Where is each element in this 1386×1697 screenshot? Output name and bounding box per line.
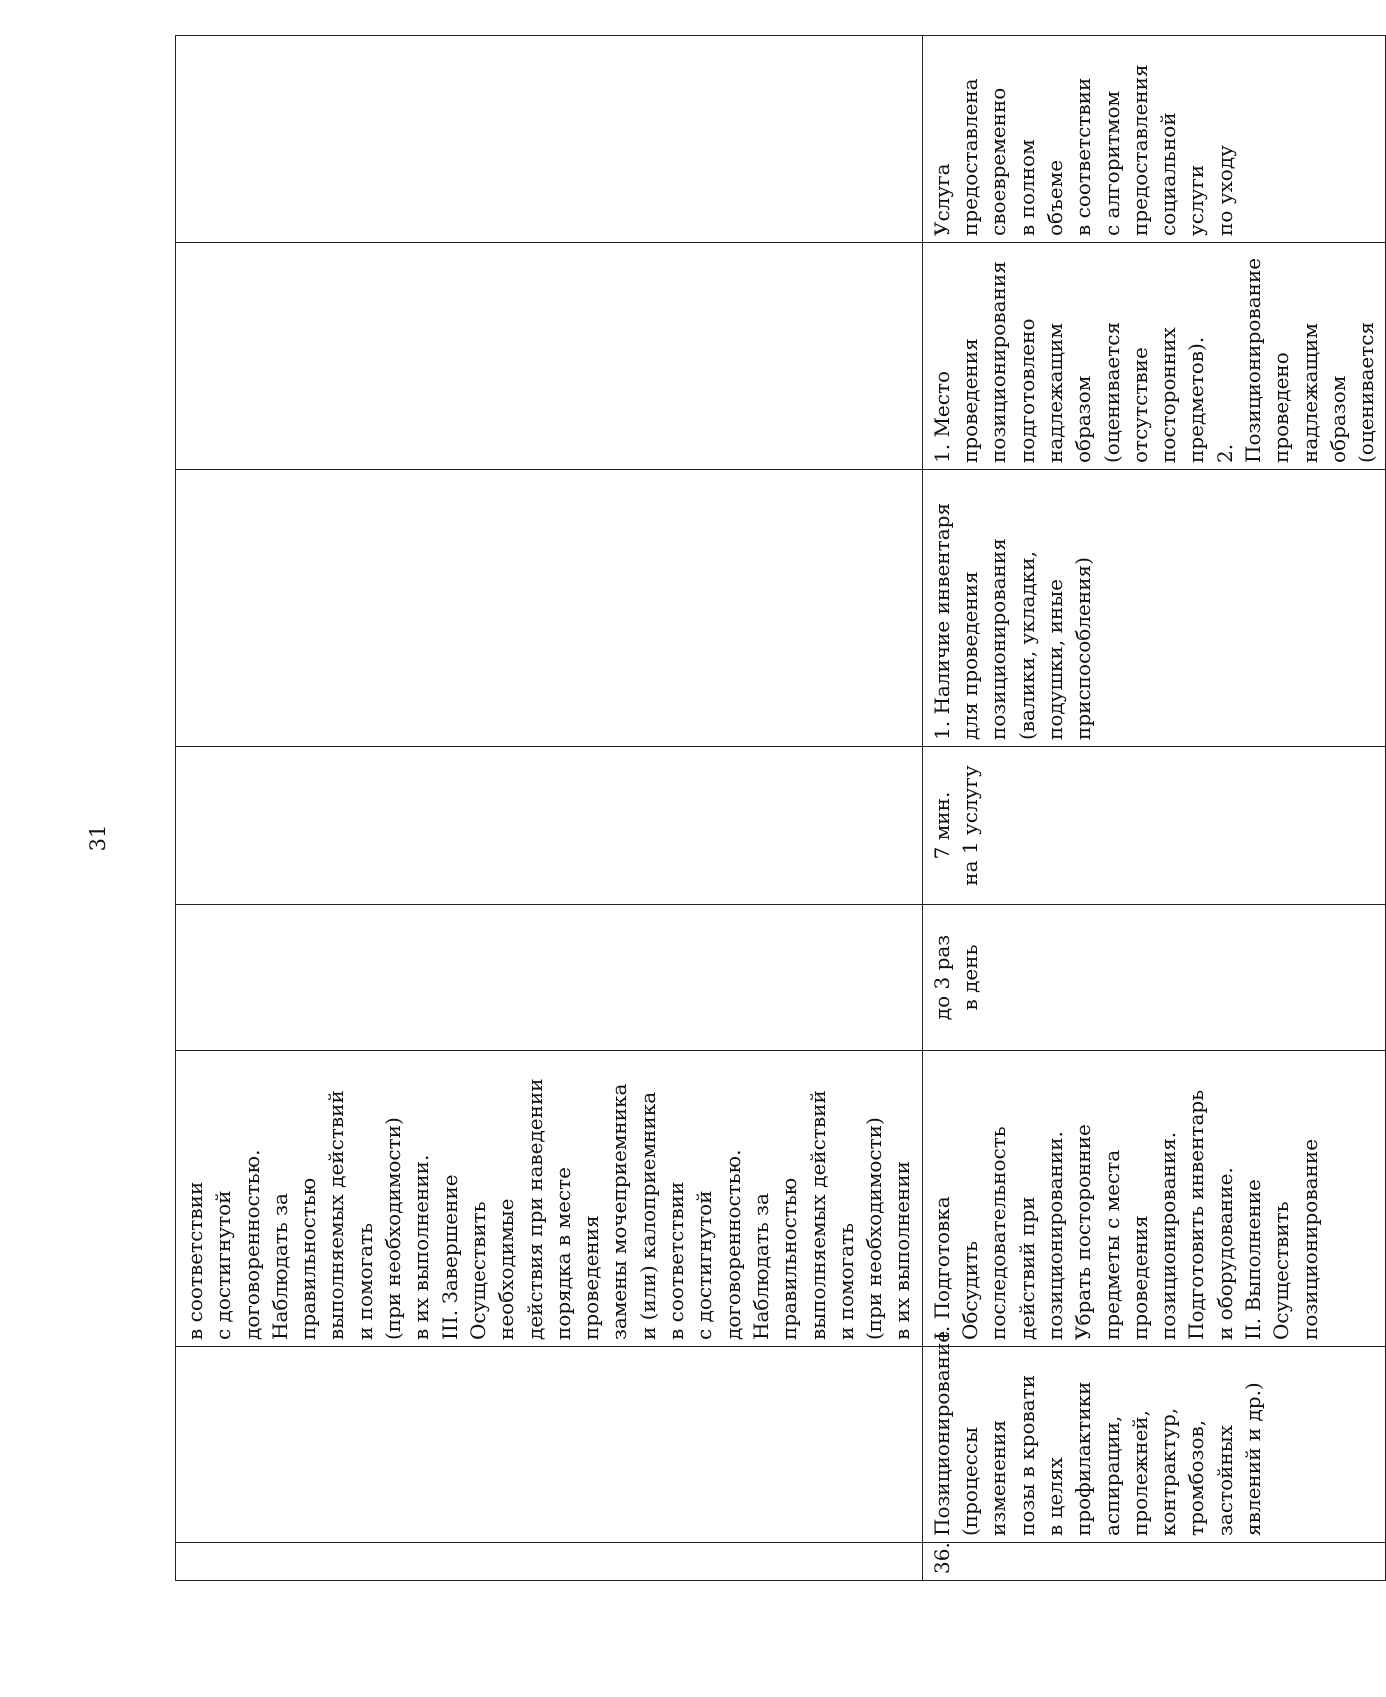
cell-time: 7 мин. на 1 услугу xyxy=(922,747,1386,905)
cell-conditions: 1. Наличие инвентаря для проведения позиционирования (валики, укладки, подушки, иные приспособления) xyxy=(922,470,1386,747)
cell-number-empty xyxy=(176,1543,923,1581)
services-table xyxy=(175,35,1386,1581)
cell-description: I. Подготовка Обсудить последовательность действий при позиционировании. Убрать посторонние предметы с места проведения позиционирования. Подготовить инвентарь и оборудование. II. Выполнение Осуществить позиционирование xyxy=(922,1051,1386,1347)
cell-frequency: до 3 раз в день xyxy=(922,905,1386,1051)
cell-number: 36. xyxy=(922,1543,1386,1581)
cell-conditions-empty xyxy=(176,470,923,747)
cell-frequency-empty xyxy=(176,905,923,1051)
table-row-continuation xyxy=(176,36,923,1581)
cell-evaluation: Услуга предоставлена своевременно в полном объеме в соответствии с алгоритмом предоставления социальной услуги по уходу xyxy=(922,36,1386,243)
cell-description-continuation: в соответствии с достигнутой договоренностью. Наблюдать за правильностью выполняемых действий и помогать (при необходимости) в их выполнении. III. Завершение Осуществить необходимые действия при наведении порядка в месте проведения замены мочеприемника и (или) калоприемника в соответствии с достигнутой договоренностью. Наблюдать за правильностью выполняемых действий и помогать (при необходимости) в их выполнении xyxy=(176,1051,923,1347)
page-number: 31 xyxy=(86,824,110,852)
cell-service-name: Позиционирование (процессы изменения позы в кровати в целях профилактики аспирации, пролежней, контрактур, тромбозов, застойных явлений и др.) xyxy=(922,1347,1386,1543)
cell-indicators-empty xyxy=(176,243,923,470)
cell-indicators: 1. Место проведения позиционирования подготовлено надлежащим образом (оценивается отсутствие посторонних предметов). 2. Позиционирование проведено надлежащим образом (оценивается xyxy=(922,243,1386,470)
cell-time-empty xyxy=(176,747,923,905)
cell-evaluation-empty xyxy=(176,36,923,243)
table-row-36 xyxy=(922,36,1386,1581)
cell-name-empty xyxy=(176,1347,923,1543)
rotated-table-wrapper xyxy=(175,36,1379,1581)
